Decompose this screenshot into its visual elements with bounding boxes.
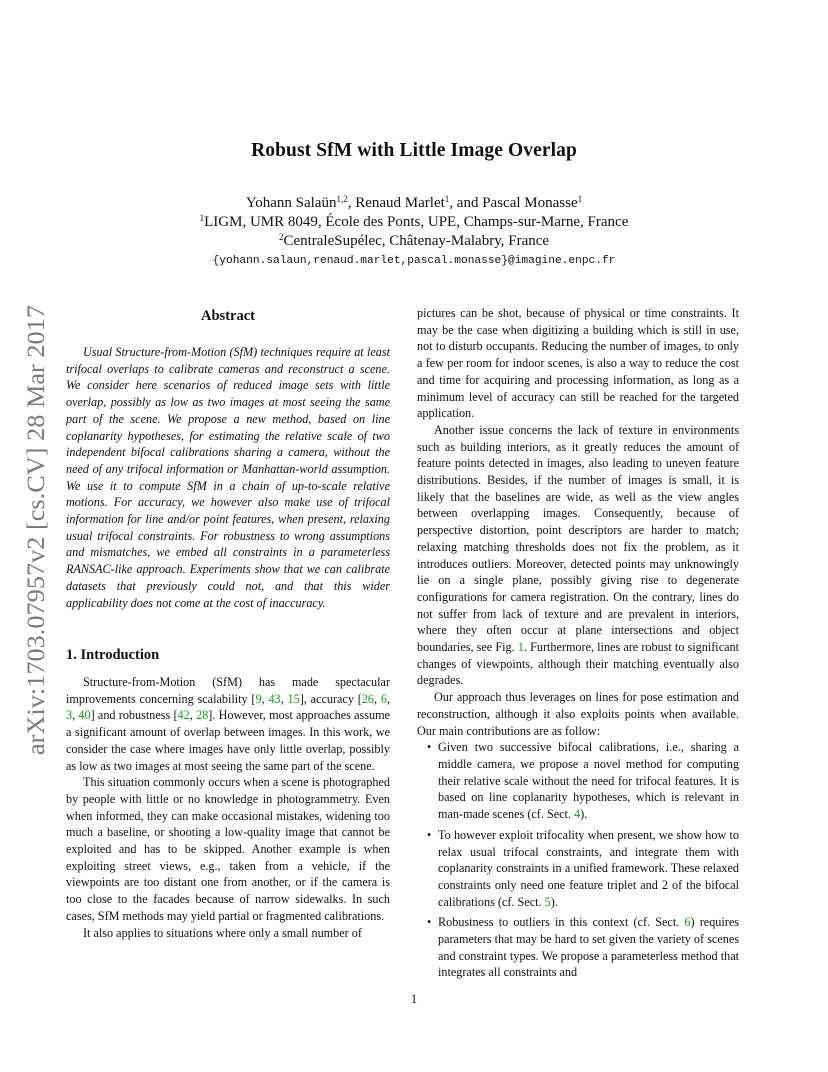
list-item: • Robustness to outliers in this context (cf. Sect. 6) requires parameters that may be hard to set given the variety of scenes and constraint types. We propose a parameterless method that integrates all constraints and	[427, 915, 739, 980]
page-number: 1	[410, 992, 418, 1006]
arxiv-identifier-stamp	[14, 300, 58, 760]
citation-link[interactable]: 43	[268, 691, 281, 706]
section-link[interactable]: 4	[574, 807, 581, 822]
citation-link[interactable]: 40	[78, 708, 91, 723]
author-name: Pascal Monasse	[482, 195, 578, 211]
paper-title: Robust SfM with Little Image Overlap	[251, 140, 577, 161]
affiliation-text: CentraleSupélec, Châtenay-Malabry, France	[283, 233, 550, 249]
intro-paragraph-1: Structure-from-Motion (SfM) has made spectacular improvements concerning scalability [9, 43, 15], accuracy [26, 6, 3, 40] and robustness [42, 28]. However, most approaches assume a significant amount of overlap between images. In this work, we consider the case where images have only little overlap, possibly as low as two images at most seeing the same part of the scene.	[66, 675, 391, 773]
citation-link[interactable]: 28	[196, 708, 209, 723]
intro-paragraph-4: Another issue concerns the lack of texture in environments such as building interiors, as it greatly reduces the amount of feature points detected in images, also leading to uneven feature distributions. Besides, if the number of images is small, it is likely that the baselines are wide, as well as the view angles between overlapping images. Consequently, because of perspective distortion, point descriptors are harder to match; relaxing matching thresholds does not fix the problem, as it introduces outliers. Moreover, detected points may unknowingly lie on a single plane, possibly giving rise to degenerate configurations for camera registration. On the contrary, lines do not suffer from lack of texture and are prevalent in interiors, where they often occur at plane intersections and object boundaries, see Fig. 1. Furthermore, lines are robust to significant changes of viewpoints, although their matching eventually also degrades.	[417, 422, 739, 688]
affiliation-line	[0, 232, 828, 251]
intro-paragraph-3: It also applies to situations where only a small number of	[83, 925, 362, 940]
affiliation-marker: 1	[444, 194, 450, 204]
figure-link[interactable]: 1	[517, 640, 524, 655]
citation-link[interactable]: 9	[255, 691, 262, 706]
intro-paragraph-2: This situation commonly occurs when a scene is photographed by people with little or no knowledge in photogrammetry. Even when informed, they can make occasional mistakes, widening too much a baseline, or shooting a low-quality image that cannot be exploited and has to be skipped. Another example is when exploiting street views, e.g., taken from a vehicle, if the viewpoints are too distant one from another, or if the camera is too close to the facades because of narrow sidewalks. In such cases, SfM methods may yield partial or fragmented calibrations.	[66, 775, 390, 923]
affiliation-marker: 1	[577, 194, 583, 204]
introduction-left-column	[66, 674, 390, 941]
section-link[interactable]: 5	[544, 894, 551, 909]
abstract-body	[66, 344, 390, 611]
bullet-icon: •	[427, 915, 432, 930]
arxiv-stamp-text: arXiv:1703.07957v2 [cs.CV] 28 Mar 2017	[23, 327, 50, 755]
citation-link[interactable]: 15	[287, 691, 300, 706]
bullet-icon: •	[427, 740, 432, 755]
affiliation-line	[0, 213, 828, 232]
section-heading-introduction: 1. Introduction	[66, 647, 160, 663]
list-item: • To however exploit trifocality when present, we show how to relax usual trifocal constraints, and integrate them with coplanarity constraints in a unified framework. These relaxed constraints only need one feature triplet and 2 of the bifocal calibrations (cf. Sect. 5).	[427, 827, 739, 909]
author-name: Yohann Salaün	[245, 195, 337, 211]
list-item: • Given two successive bifocal calibrations, i.e., sharing a middle camera, we propose a novel method for computing their relative scale without the need for trifocal features. It is based on line coplanarity hypotheses, which is relevant in man-made scenes (cf. Sect. 4).	[427, 740, 739, 822]
section-link[interactable]: 6	[684, 915, 691, 930]
bullet-icon: •	[427, 827, 432, 842]
affiliation-marker: 1,2	[336, 194, 348, 204]
citation-link[interactable]: 6	[380, 691, 387, 706]
author-emails: {yohann.salaun,renaud.marlet,pascal.monasse}@imagine.enpc.fr	[212, 255, 616, 267]
citation-link[interactable]: 26	[361, 691, 374, 706]
author-block	[0, 194, 828, 251]
abstract-paragraph: Usual Structure-from-Motion (SfM) techniques require at least trifocal overlaps to calibrate cameras and reconstruct a scene. We consider here scenarios of reduced image sets with little overlap, possibly as low as two images at most seeing the same part of the scene. We propose a new method, based on line coplanarity hypotheses, for estimating the relative scale of two independent bifocal calibrations sharing a camera, without the need of any trifocal information or Manhattan-world assumption. We use it to compute SfM in a chain of up-to-scale relative motions. For accuracy, we however also make use of trifocal information for line and/or point features, when present, relaxing usual trifocal constraints. For robustness to wrong assumptions and mismatches, we embed all constraints in a parameterless RANSAC-like approach. Experiments show that we can calibrate datasets that previously could not, and that this wider applicability does not come at the cost of inaccuracy.	[66, 345, 390, 610]
abstract-heading: Abstract	[201, 308, 255, 324]
citation-link[interactable]: 3	[66, 708, 73, 723]
citation-link[interactable]: 42	[177, 708, 190, 723]
intro-paragraph-5: Our approach thus leverages on lines for pose estimation and reconstruction, although it also exploits points when available. Our main contributions are as follow:	[417, 690, 739, 738]
affiliation-text: LIGM, UMR 8049, École des Ponts, UPE, Champs-sur-Marne, France	[204, 214, 629, 230]
intro-paragraph-3-continued: pictures can be shot, because of physical or time constraints. It may be the case when digitizing a building which is still in use, not to disturb occupants. Reducing the number of images, to only a few per room for indoor scenes, is also a way to reduce the cost and time for acquiring and processing information, as long as a minimum level of accuracy can still be reached for the targeted application.	[417, 306, 739, 421]
contributions-list	[417, 739, 739, 981]
author-line: Yohann Salaün$^{1,2}$, Renaud Marlet$^1$, and Pascal Monasse$^1$	[245, 194, 583, 211]
introduction-right-column	[417, 305, 739, 985]
affiliation-marker: 2	[278, 232, 284, 242]
affiliation-marker: 1	[199, 213, 205, 223]
author-name: Renaud Marlet	[355, 195, 445, 211]
